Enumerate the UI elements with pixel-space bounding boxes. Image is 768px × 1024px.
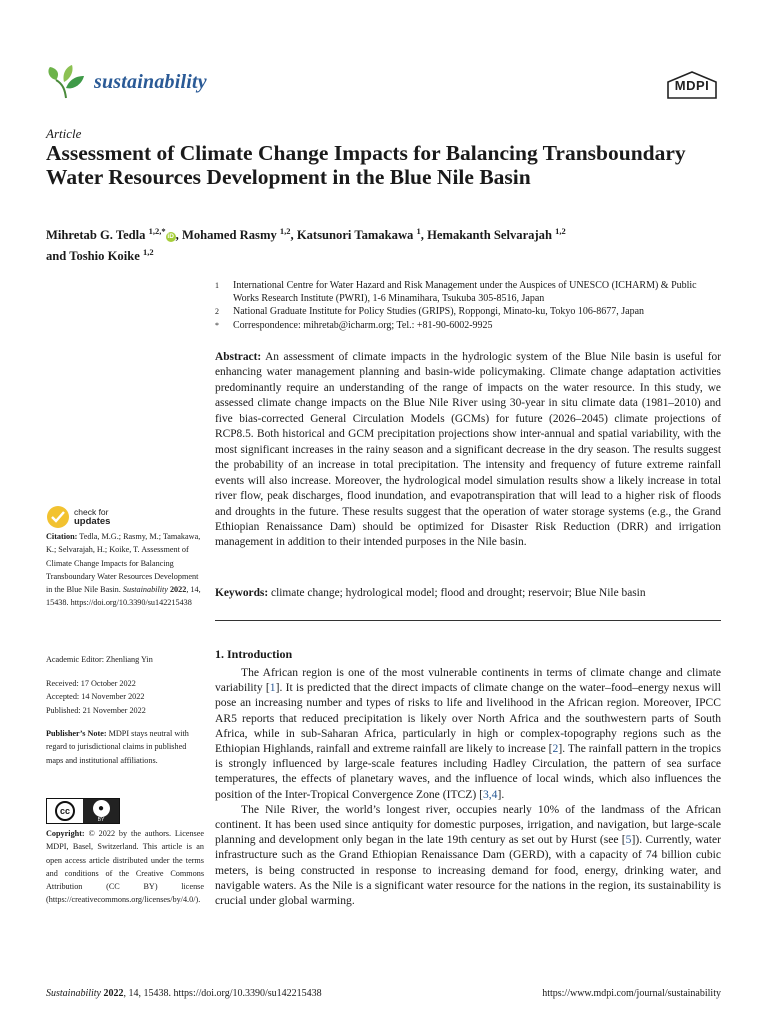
cc-by-license-badge[interactable] <box>46 798 120 824</box>
publisher-note-text: MDPI stays neutral with regard to jurisdictional claims in published maps and institutional affiliations. <box>46 729 189 765</box>
article-type: Article <box>46 126 82 141</box>
section-heading-introduction: 1. Introduction <box>215 647 293 661</box>
paragraph: The Nile River, the world’s longest river, occupies nearly 10% of the landmass of the African continent. It has been used since antiquity for domestic purposes, irrigation, and navigation, but large-scale planning and development only began in the late 19th century as set out by Hurst (see [5]). Currently, water infrastructure such as the Grand Ethiopian Renaissance Dam (GERD), with a capacity of 74 billion cubic meters, is being constructed in response to increasing demand for food, energy, drinking water, and navigable waters. As the Nile is a significant water resource for the nations in the region, its sustainability is crucial under global warming. <box>215 802 721 908</box>
check-for-updates-button[interactable] <box>46 505 110 529</box>
reference-link[interactable]: 3,4 <box>482 787 498 801</box>
author-affiliation: 1,2 <box>142 247 154 258</box>
footer-journal: Sustainability <box>46 988 101 999</box>
copyright-notice <box>46 827 204 907</box>
citation-text: Tedla, M.G.; Rasmy, M.; Tamakawa, K.; Selvarajah, H.; Koike, T. Assessment of Climate Change Impacts for Balancing Transboundary Water Resources Development in the Blue Nile Basin. <box>46 532 201 595</box>
author-list: Mihretab G. Tedla $^{1,2,*}$iD , Mohamed Rasmy $^{1,2}$, Katsunori Tamakawa $^1$, Hemakanth Selvarajah $^{1,2}$ and Toshio Koike $^{1,2}$ <box>46 226 566 264</box>
citation-block <box>46 530 204 610</box>
publisher-logo[interactable] <box>664 70 720 93</box>
orcid-icon[interactable]: iD <box>167 233 174 241</box>
publisher-name: MDPI <box>674 78 710 93</box>
check-updates-icon <box>46 505 70 529</box>
keywords-text: climate change; hydrological model; flood and drought; reservoir; Blue Nile basin <box>271 587 646 599</box>
footer-citation <box>46 988 322 999</box>
affiliation-item: 2 National Graduate Institute for Policy Studies (GRIPS), Roppongi, Minato-ku, Tokyo 106-8677, Japan <box>215 306 645 318</box>
citation-label: Citation: <box>46 532 78 541</box>
abstract <box>215 350 721 551</box>
author-affiliation: 1,2 <box>555 226 566 236</box>
check-updates-line2: updates <box>74 516 111 527</box>
paragraph: The African region is one of the most vulnerable continents in terms of climate change and climate variability [1]. It is predicted that the direct impacts of climate change on the water–food–energy nexus will pose an increasing number and types of risks to life and livelihood in the African region. Moreover, IPCC AR5 reports that reduced precipitation is likely over North Africa and the southwestern parts of South Africa, while in sub-Saharan Africa, particularly in high or complex-topography regions such as the Ethiopian Highlands, rainfall and extreme rainfall are likely to increase [2]. The rainfall pattern in the tropics is strongly influenced by large-scale features including Hadley Circulation, the pattern of sea surface temperatures, the effects of planetary waves, and the influence of local winds, which also influences the position of the Inter-Tropical Convergence Zone (ITCZ) [3,4]. <box>215 666 721 801</box>
keywords-label: Keywords: <box>215 587 269 599</box>
reference-link[interactable]: 2 <box>552 742 559 756</box>
affiliation-item: 1 International Centre for Water Hazard and Risk Management under the Auspices of UNESCO (ICHARM) & Public Works Research Institute (PWRI), 1-6 Minamihara, Tsukuba 305-8516, Japan <box>215 280 697 305</box>
publisher-note-label: Publisher’s Note: <box>46 729 107 738</box>
author-affiliation: 1 <box>416 226 421 236</box>
correspondence: * Correspondence: mihretab@icharm.org; Tel.: +81-90-6002-9925 <box>215 319 493 331</box>
author-name[interactable]: Mihretab G. Tedla <box>46 228 146 243</box>
affiliations <box>215 279 721 332</box>
citation-doi[interactable]: , 14, 15438. https://doi.org/10.3390/su142215438 <box>46 585 201 608</box>
copyright-text: © 2022 by the authors. Licensee MDPI, Basel, Switzerland. This article is an open access article distributed under the terms and conditions of the Creative Commons Attribution (CC BY) license (https://creativecommons.org/licenses/by/4.0/). <box>46 829 205 905</box>
abstract-label: Abstract: <box>215 351 262 363</box>
received-date: Received: 17 October 2022 <box>46 679 136 688</box>
author-name[interactable]: Mohamed Rasmy <box>181 228 277 243</box>
keywords <box>215 586 721 601</box>
citation-year: 2022 <box>169 585 187 595</box>
introduction-body <box>215 665 721 908</box>
author-name[interactable]: Toshio Koike <box>69 249 140 264</box>
publisher-note <box>46 727 204 767</box>
attribution-icon: ● <box>93 800 110 817</box>
reference-link[interactable]: 5 <box>625 833 632 847</box>
accepted-date: Accepted: 14 November 2022 <box>46 692 145 702</box>
abstract-text: An assessment of climate impacts in the hydrologic system of the Blue Nile basin is useful for enhancing water management planning and basin-wide policymaking. Climate change adaptation activities predominantly require an understanding of the range of impacts on the water resource. In this study, we assessed climate change impacts on the Blue Nile River using 30-year in situ climate data (1981–2010) and five bias-corrected General Circulation Models (GCMs) for future (2026–2045) climate projections of RCP8.5. Both historical and GCM precipitation projections show inter-annual and spatial variability, with the most significant increases in the rainy season and a significant decrease in the dry season. The results suggest the probability of an increase in total precipitation. The intensity and frequency of future extreme rainfall events will also increase. Moreover, the hydrological model simulation results show a likely increase in total river flow, peak discharges, flood inundation, and evapotranspiration that will lead to a higher risk of floods and droughts in the future. These results suggest that the operation of water storage systems (e.g., the Grand Ethiopian Renaissance Dam) should be optimized for Disaster Risk Reduction (DRR) and irrigation management in addition to their intended purposes in the Nile basin. <box>215 351 721 549</box>
copyright-label: Copyright: <box>46 829 85 838</box>
journal-logo[interactable] <box>46 64 207 100</box>
published-date: Published: 21 November 2022 <box>46 705 146 715</box>
publication-dates <box>46 677 204 717</box>
author-name[interactable]: Katsunori Tamakawa <box>296 228 414 243</box>
footer-year: 2022 <box>103 988 124 999</box>
author-name[interactable]: Hemakanth Selvarajah <box>427 228 552 243</box>
article-title: Assessment of Climate Change Impacts for Balancing Transboundary Water Resources Development in the Blue Nile Basin <box>46 141 686 189</box>
leaf-icon <box>46 64 86 100</box>
citation-journal: Sustainability <box>122 585 168 595</box>
cc-icon: cc <box>55 801 75 821</box>
section-divider <box>215 620 721 621</box>
by-label: BY <box>97 817 105 823</box>
journal-name: sustainability <box>94 70 207 93</box>
reference-link[interactable]: 1 <box>269 681 276 695</box>
footer-journal-url[interactable]: https://www.mdpi.com/journal/sustainability <box>542 988 721 999</box>
author-affiliation: 1,2 <box>279 226 291 236</box>
author-affiliation: 1,2,* <box>148 226 166 236</box>
academic-editor: Academic Editor: Zhenliang Yin <box>46 655 153 664</box>
check-updates-line1: check for <box>74 507 109 517</box>
footer-doi[interactable]: , 14, 15438. https://doi.org/10.3390/su142215438 <box>123 988 322 999</box>
